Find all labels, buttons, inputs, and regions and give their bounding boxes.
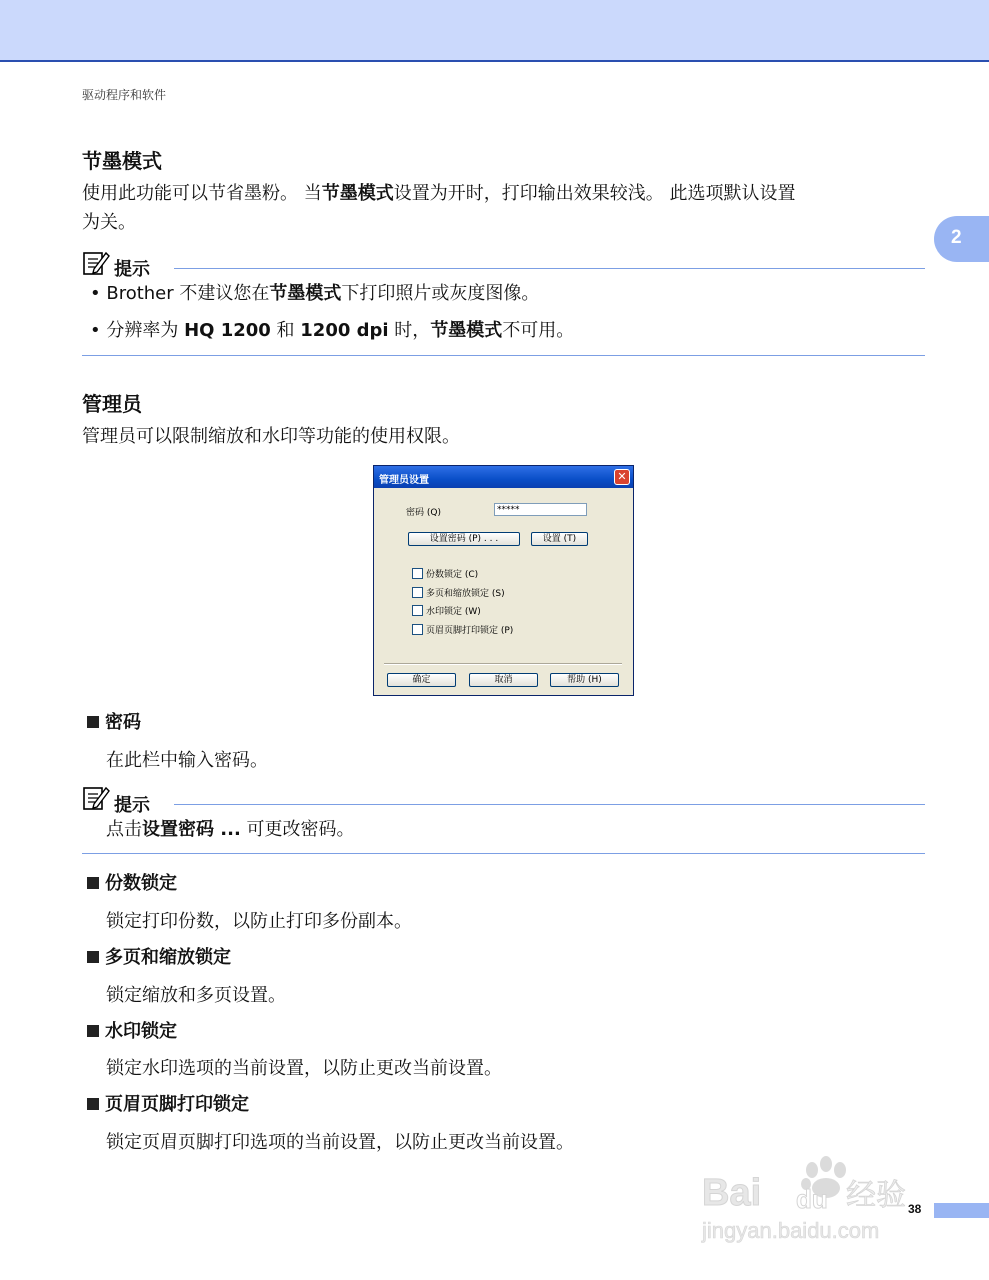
checkbox-icon[interactable] bbox=[412, 568, 423, 579]
note-rule bbox=[174, 268, 925, 269]
admin-intro: 管理员可以限制缩放和水印等功能的使用权限。 bbox=[82, 426, 460, 447]
note-end-rule bbox=[82, 853, 925, 854]
password-note-text: 点击设置密码 ... 可更改密码。 bbox=[106, 819, 355, 840]
dialog-title: 管理员设置 bbox=[379, 475, 429, 486]
bullet-square-icon bbox=[87, 951, 99, 963]
dialog-divider bbox=[384, 663, 622, 665]
dialog-titlebar bbox=[374, 466, 633, 488]
note-title: 提示 bbox=[114, 259, 150, 280]
copy-lock-checkbox[interactable]: 份数锁定 (C) bbox=[412, 567, 478, 580]
svg-text:du: du bbox=[796, 1184, 828, 1214]
admin-settings-dialog bbox=[373, 465, 634, 696]
svg-text:jingyan.baidu.com: jingyan.baidu.com bbox=[702, 1218, 880, 1243]
bullet-square-icon bbox=[87, 877, 99, 889]
note-icon bbox=[82, 250, 110, 276]
help-button[interactable]: 帮助 (H) bbox=[550, 673, 619, 687]
bullet-square-icon bbox=[87, 1098, 99, 1110]
watermark-lock-item-desc: 锁定水印选项的当前设置，以防止更改当前设置。 bbox=[106, 1058, 502, 1079]
baidu-watermark-logo bbox=[700, 1150, 930, 1245]
admin-heading: 管理员 bbox=[82, 392, 142, 416]
chapter-tab bbox=[934, 216, 989, 262]
header-footer-lock-item-desc: 锁定页眉页脚打印选项的当前设置，以防止更改当前设置。 bbox=[106, 1132, 574, 1153]
watermark-lock-item-title: 水印锁定 bbox=[87, 1017, 177, 1043]
breadcrumb: 驱动程序和软件 bbox=[82, 88, 167, 102]
toner-save-heading: 节墨模式 bbox=[82, 149, 162, 173]
header-footer-lock-checkbox[interactable]: 页眉页脚打印锁定 (P) bbox=[412, 623, 513, 636]
multipage-lock-item-desc: 锁定缩放和多页设置。 bbox=[106, 985, 286, 1006]
multipage-lock-item-title: 多页和缩放锁定 bbox=[87, 943, 231, 969]
set-password-button[interactable]: 设置密码 (P) . . . bbox=[408, 532, 520, 546]
bullet-square-icon bbox=[87, 1025, 99, 1037]
copy-lock-item-title: 份数锁定 bbox=[87, 869, 177, 895]
page-number-bar bbox=[934, 1203, 989, 1218]
checkbox-icon[interactable] bbox=[412, 587, 423, 598]
checkbox-icon[interactable] bbox=[412, 605, 423, 616]
cancel-button[interactable]: 取消 bbox=[469, 673, 538, 687]
note-rule bbox=[174, 804, 925, 805]
watermark-lock-checkbox[interactable]: 水印锁定 (W) bbox=[412, 604, 481, 617]
note-icon bbox=[82, 785, 110, 811]
password-item-title: 密码 bbox=[87, 708, 141, 734]
note-title: 提示 bbox=[114, 795, 150, 816]
copy-lock-item-desc: 锁定打印份数，以防止打印多份副本。 bbox=[106, 911, 412, 932]
note-item-2: • 分辨率为 HQ 1200 和 1200 dpi 时，节墨模式不可用。 bbox=[90, 320, 575, 341]
svg-text:经验: 经验 bbox=[846, 1178, 906, 1213]
password-item-desc: 在此栏中输入密码。 bbox=[106, 750, 268, 771]
close-icon[interactable]: ✕ bbox=[614, 469, 630, 485]
set-button[interactable]: 设置 (T) bbox=[531, 532, 588, 546]
password-label: 密码 (Q) bbox=[406, 508, 441, 518]
header-footer-lock-item-title: 页眉页脚打印锁定 bbox=[87, 1090, 249, 1116]
checkbox-icon[interactable] bbox=[412, 624, 423, 635]
password-field[interactable]: ***** bbox=[494, 503, 587, 516]
note-end-rule bbox=[82, 355, 925, 356]
page-number: 38 bbox=[908, 1202, 922, 1216]
toner-save-desc: 使用此功能可以节省墨粉。 当节墨模式设置为开时，打印输出效果较浅。 此选项默认设置 为关。 bbox=[82, 183, 796, 233]
top-band bbox=[0, 0, 989, 62]
note-item-1: • Brother 不建议您在节墨模式下打印照片或灰度图像。 bbox=[90, 283, 540, 304]
bullet-square-icon bbox=[87, 716, 99, 728]
chapter-number: 2 bbox=[951, 227, 962, 248]
svg-text:Bai: Bai bbox=[702, 1172, 762, 1214]
ok-button[interactable]: 确定 bbox=[387, 673, 456, 687]
multipage-lock-checkbox[interactable]: 多页和缩放锁定 (S) bbox=[412, 586, 505, 599]
